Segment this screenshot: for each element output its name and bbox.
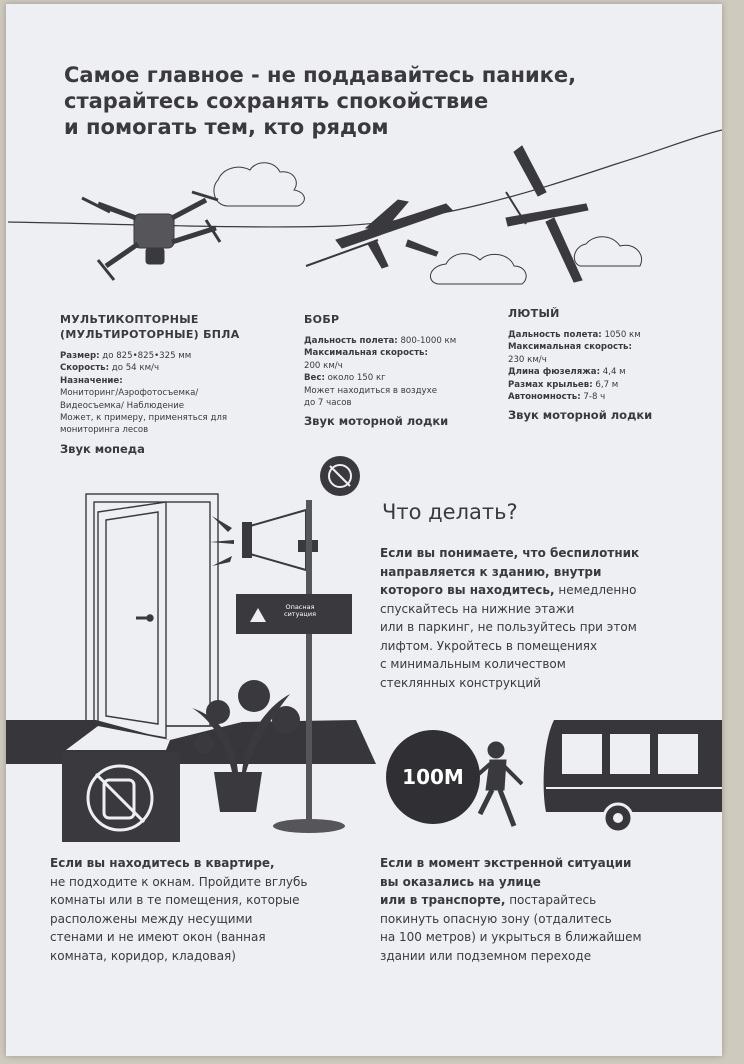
bus-icon	[544, 720, 722, 832]
text-line: Назначение:	[60, 375, 123, 386]
bobr-drone-icon	[306, 200, 452, 268]
text-line: Если вы понимаете, что беспилотник	[380, 546, 640, 560]
text-line: покинуть опасную зону (отдалитесь	[380, 911, 612, 926]
text-line: стеклянных конструкций	[380, 675, 541, 690]
text-line: не подходите к окнам. Пройдите вглубь	[50, 874, 308, 889]
text-line: Дальность полета: 1050 км	[508, 330, 641, 340]
text-line: стенами и не имеют окон (ванная	[50, 930, 266, 944]
text-line: Скорость: до 54 км/ч	[60, 363, 160, 374]
drone-heading: МУЛЬТИКОПТОРНЫЕ (МУЛЬТИРОТОРНЫЕ) БПЛА	[60, 313, 240, 341]
street-advice	[380, 854, 642, 965]
text-line: Если в момент экстренной ситуации	[380, 856, 632, 870]
text-line: лифтом. Укройтесь в помещениях	[380, 638, 598, 653]
what-to-do-heading: Что делать?	[382, 500, 518, 524]
no-drone-icon	[320, 456, 360, 496]
text-line: Максимальная скорость:	[508, 342, 632, 353]
drone-heading: ЛЮТЫЙ	[508, 307, 560, 320]
text-line: Дальность полета: 800-1000 км	[304, 336, 457, 346]
text-line: комната, коридор, кладовая)	[50, 948, 236, 963]
danger-sign: Опасная ситуация	[284, 603, 316, 618]
cloud-icon	[214, 163, 642, 284]
drone-specs	[508, 329, 708, 403]
text-line: Видеосъемка/ Наблюдение	[60, 400, 185, 411]
no-phone-icon	[62, 752, 180, 842]
distance-badge: 100М	[386, 730, 480, 824]
text-line: Вес: около 150 кг	[304, 373, 386, 384]
text-line: с минимальным количеством	[380, 657, 566, 671]
text-line: Автономность: 7-8 ч	[508, 392, 606, 403]
text-line: Мониторинг/Аэрофотосъемка/	[60, 388, 199, 399]
drone-sound: Звук мопеда	[60, 441, 145, 456]
running-person-icon	[472, 742, 522, 826]
text-line: 230 км/ч	[508, 354, 547, 365]
text-line: которого вы находитесь, немедленно	[380, 583, 637, 597]
drone-sound: Звук моторной лодки	[508, 408, 653, 423]
multicopter-info	[60, 312, 280, 455]
text-line: мониторинга лесов	[60, 425, 149, 436]
text-line: Может, к примеру, применяться для	[60, 413, 228, 424]
quadcopter-drone-icon	[82, 192, 220, 280]
leaflet-sheet	[6, 4, 722, 1056]
building-advice	[380, 544, 639, 692]
apartment-advice	[50, 854, 307, 965]
text-line: Размер: до 825•825•325 мм	[60, 351, 192, 361]
page-title: Самое главное - не поддавайтесь панике, старайтесь сохранять спокойствие и помогать тем, кто рядом	[64, 63, 577, 139]
text-line: расположены между несущими	[50, 911, 253, 926]
door-icon	[86, 494, 218, 738]
text-line: направляется к зданию, внутри	[380, 564, 602, 579]
lyuty-info	[508, 306, 708, 422]
text-line: здании или подземном переходе	[380, 948, 592, 963]
text-line: Длина фюзеляжа: 4,4 м	[508, 367, 626, 378]
text-line: Может находиться в воздухе	[304, 385, 437, 396]
drone-sound: Звук моторной лодки	[304, 414, 449, 429]
text-line: или в паркинг, не пользуйтесь при этом	[380, 620, 637, 634]
text-line: Размах крыльев: 6,7 м	[508, 379, 619, 390]
text-line: на 100 метров) и укрыться в ближайшем	[380, 930, 642, 944]
text-line: Если вы находитесь в квартире,	[50, 856, 275, 870]
text-line: спускайтесь на нижние этажи	[380, 601, 575, 616]
text-line: или в транспорте, постарайтесь	[380, 893, 597, 907]
drone-specs	[60, 350, 280, 437]
text-line: комнаты или в те помещения, которые	[50, 893, 300, 907]
text-line: до 7 часов	[304, 398, 352, 409]
text-line: 200 км/ч	[304, 360, 343, 371]
drone-specs	[304, 335, 494, 409]
drone-heading: БОБР	[304, 313, 340, 326]
text-line: вы оказались на улице	[380, 874, 541, 889]
text-line: Максимальная скорость:	[304, 348, 428, 359]
bobr-info	[304, 312, 494, 428]
